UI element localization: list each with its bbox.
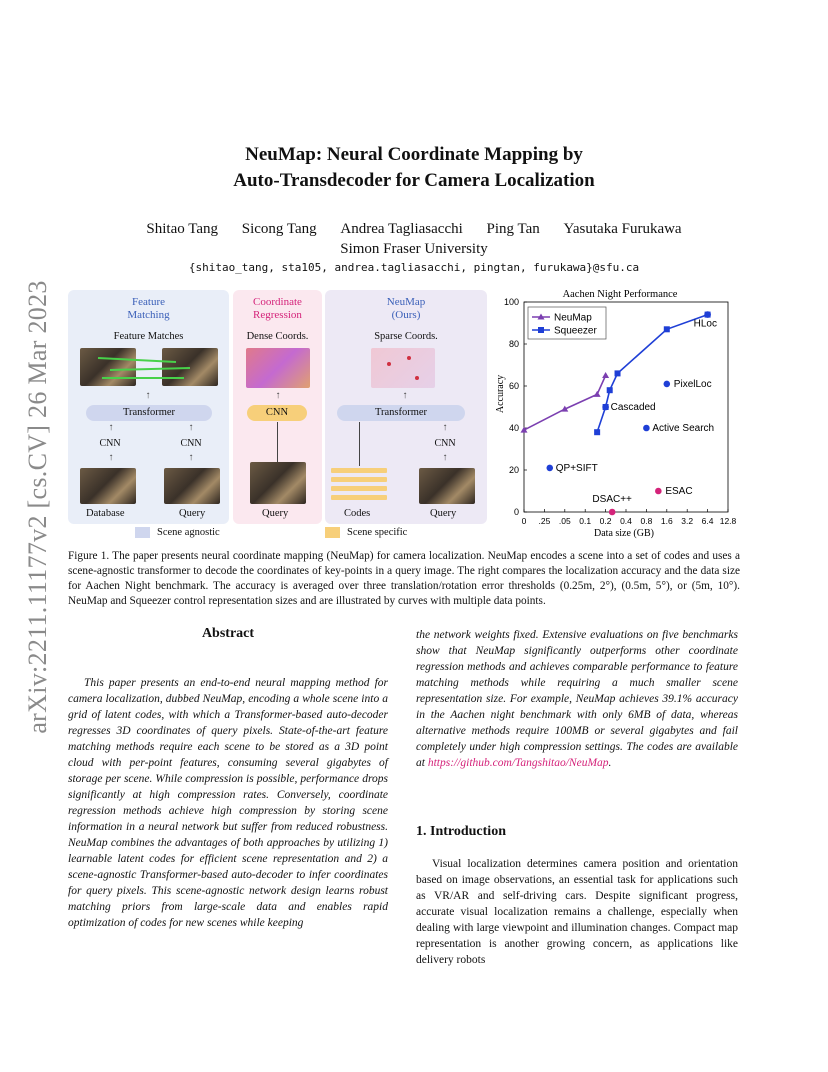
author-emails: {shitao_tang, sta105, andrea.tagliasacchi, pingtan, furukawa}@sfu.ca [188,261,640,274]
x-axis-label: Data size (GB) [594,528,654,539]
method-label: Cascaded [610,402,656,413]
x-tick-label: 3.2 [681,516,694,526]
squeezer-point [594,429,600,435]
dense-coords-map [246,348,310,388]
sparse-coords-map [371,348,435,388]
match-lines [80,348,220,386]
title-line-2: Auto-Transdecoder for Camera Localization [233,170,595,191]
cnn-block: CNN [180,438,202,449]
up-arrow: ↑ [188,422,194,433]
author: Shitao Tang [146,221,218,237]
method-label: PixelLoc [673,378,712,390]
method-point [704,311,711,318]
x-tick-label: .25 [538,516,551,526]
legend-label: Squeezer [554,325,597,337]
query-image [419,468,475,504]
x-tick-label: 6.4 [701,516,714,526]
x-tick-label: 0.4 [620,516,632,526]
x-tick-label: 12.8 [719,516,737,526]
transformer-block: Transformer [86,405,212,421]
author-block [100,219,728,259]
method-label: ESAC [665,486,693,497]
database-image [80,468,136,504]
label-query: Query [179,508,206,519]
y-tick-label: 60 [508,381,519,391]
method-point [602,404,609,411]
label-query: Query [430,508,457,519]
up-arrow: ↑ [188,452,194,463]
panel-subtitle: Sparse Coords. [374,331,438,342]
paper-title [120,142,708,194]
abstract-text-right: the network weights fixed. Extensive evaluations on five benchmarks show that NeuMap significantly outperforms other coordinate regression methods and achieves comparable performance to feature matching methods while requiring a much smaller scene representation size. For example, NeuMap achieves 39.1% accuracy in the Aachen night benchmark with only 6MB of data, whereas alternative methods require 100MB or several gigabytes and fail completely under high compression settings. The codes are available at https://github.com/Tangshitao/NeuMap. [416,629,738,769]
panel-title: Coordinate Regression [253,296,302,321]
panel-subtitle: Dense Coords. [246,331,309,342]
title-line-1: NeuMap: Neural Coordinate Mapping by [245,144,583,165]
legend-scene-agnostic: Scene agnostic [135,527,220,538]
up-arrow: ↑ [402,390,408,401]
query-image [164,468,220,504]
swatch-agnostic [135,527,150,538]
y-tick-label: 80 [508,339,519,349]
query-image [250,462,306,504]
up-arrow: ↑ [108,422,114,433]
label-query: Query [262,508,289,519]
author-names [100,219,728,239]
y-tick-label: 40 [508,423,519,433]
author: Ping Tan [486,221,540,237]
legend-marker [538,327,544,333]
squeezer-point [607,387,613,393]
y-tick-label: 0 [513,507,519,517]
x-tick-label: 1.6 [660,516,673,526]
up-arrow: ↑ [275,390,281,401]
arxiv-sidebar [22,282,54,732]
squeezer-point [664,326,670,332]
chart-legend [528,307,606,339]
cnn-block: CNN [247,405,307,421]
label-database: Database [86,508,125,519]
up-arrow: ↑ [442,452,448,463]
up-arrow: ↑ [145,390,151,401]
squeezer-point [615,370,621,376]
author: Yasutaka Furukawa [563,221,682,237]
series-line-squeezer [597,315,708,433]
intro-text: Visual localization determines camera position and orientation based on image observations, an essential task for applications such as VR/AR and self-driving cars. Despite significant progress, accurate visual localization remains a challenge, especially when dealing with large viewpoint and illumination changes. Compact map representation is another growing concern, as applications like delivery robots [416,858,738,966]
y-tick-label: 20 [508,465,519,475]
x-tick-label: 0.8 [640,516,653,526]
x-tick-label: 0.2 [599,516,612,526]
y-tick-label: 100 [503,297,519,307]
legend-label: NeuMap [554,312,592,324]
author: Sicong Tang [241,221,317,237]
x-tick-label: 0 [521,516,527,526]
transformer-block: Transformer [337,405,465,421]
x-tick-label: .05 [558,516,571,526]
abstract-text-left: This paper presents an end-to-end neural mapping method for camera localization, dubbed NeuMap, encoding a whole scene into a grid of latent codes, with which a Transformer-based auto-decoder regresses 3D coordinates of query pixels. State-of-the-art feature matching methods require each scene to be stored as a 3D point cloud with per-point features, consuming several gigabytes of storage per scene. While compression is possible, performance drops significantly at high compression rates. Conversely, coordinate regression methods achieve high compression by storing scene information in a neural network but suffer from reduced robustness. NeuMap combines the advantages of both approaches by utilizing 1) learnable latent codes for efficient scene representation and 2) a scene-agnostic Transformer-based auto-decoder to infer coordinates for query pixels. This scene-agnostic network design learns robust matching priors from large-scale data and enables rapid optimization of codes for new scenes while keeping [68,677,388,929]
panel-feature-matching [68,290,229,524]
method-point [643,425,650,432]
panel-neumap [325,290,487,524]
cnn-block: CNN [434,438,456,449]
figure-caption: Figure 1. The paper presents neural coordinate mapping (NeuMap) for camera localization. NeuMap encodes a scene into a set of codes and uses a scene-agnostic transformer to decode the coordinates of key-points in a query image. The right compares the localization accuracy and the data size for Aachen Night benchmark. The accuracy is averaged over three translation/rotation error thresholds (0.25m, 2°), (0.5m, 5°), or (5m, 10°). NeuMap and Squeezer control representation sizes and are illustrated by curves with multiple data points. [68,550,740,607]
up-arrow: ↑ [108,452,114,463]
series-line-neumap [524,376,606,431]
y-axis-label: Accuracy [495,374,506,414]
panel-title: Feature Matching [127,296,170,321]
method-label: DSAC++ [592,494,632,505]
method-label: Active Search [652,423,715,434]
x-tick-label: 0.1 [579,516,592,526]
arrow-line [277,422,278,462]
affiliation: Simon Fraser University [340,241,488,257]
method-label: QP+SIFT [555,462,598,474]
author: Andrea Tagliasacchi [340,221,463,237]
panel-title: NeuMap (Ours) [386,296,426,321]
label-codes: Codes [344,508,371,519]
up-arrow: ↑ [442,422,448,433]
neumap-point [594,391,601,397]
method-point [546,465,553,472]
arxiv-id: arXiv:2211.11177v2 [cs.CV] 26 Mar 2023 [23,280,52,734]
intro-heading: 1. Introduction [416,824,506,839]
chart-title: Aachen Night Performance [562,289,678,300]
abstract-heading: Abstract [201,626,255,641]
panel-coordinate-regression [233,290,322,524]
neumap-point [602,372,609,378]
code-link[interactable]: https://github.com/Tangshitao/NeuMap [427,757,609,769]
method-point [609,509,616,516]
method-label: HLoc [693,318,717,330]
method-point [664,381,671,388]
codes-stack [331,468,387,500]
accuracy-chart [490,284,740,540]
swatch-specific [325,527,340,538]
arrow-line [359,422,360,466]
cnn-block: CNN [99,438,121,449]
panel-subtitle: Feature Matches [113,331,184,342]
method-point [655,488,662,495]
legend-scene-specific: Scene specific [325,527,407,538]
